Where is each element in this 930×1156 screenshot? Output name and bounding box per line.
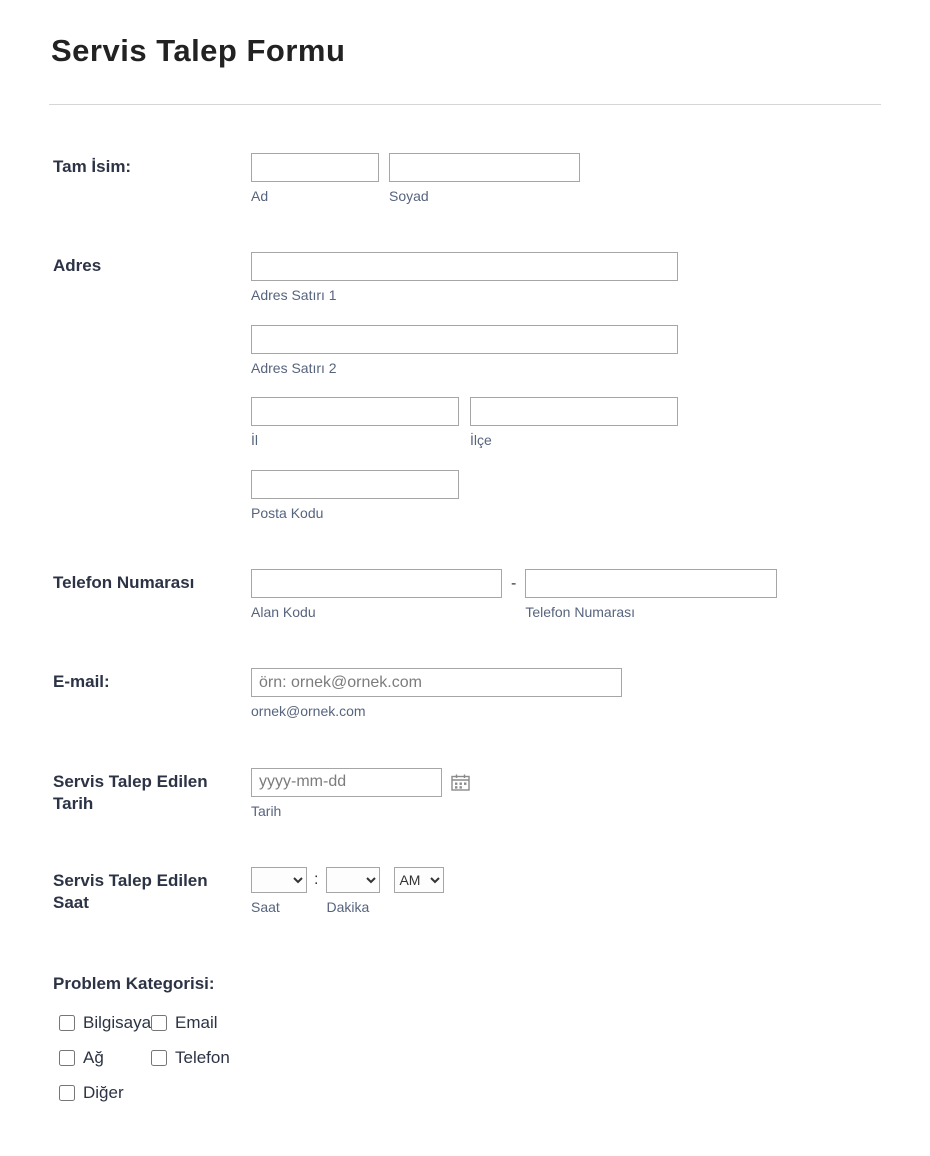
phone-number-input[interactable] xyxy=(525,569,777,598)
email-checkbox[interactable] xyxy=(151,1015,167,1031)
checkbox-option-telefon[interactable] xyxy=(151,1046,243,1070)
full-name-content xyxy=(251,153,881,204)
email-input[interactable] xyxy=(251,668,622,697)
city-sublabel: İl xyxy=(251,432,258,449)
service-time-label: Servis Talep Edilen Saat xyxy=(53,871,208,913)
checkbox-option-email[interactable] xyxy=(151,1011,243,1035)
field-problem-category xyxy=(49,974,881,1116)
problem-category-label: Problem Kategorisi: xyxy=(53,973,215,993)
area-code-input[interactable] xyxy=(251,569,502,598)
field-service-time xyxy=(49,867,881,915)
bilgisayar-label: Bilgisayar xyxy=(83,1013,157,1033)
address-content xyxy=(251,252,881,521)
district-input[interactable] xyxy=(470,397,678,426)
email-option-label: Email xyxy=(175,1013,218,1033)
service-date-content xyxy=(251,768,881,819)
minute-select[interactable] xyxy=(326,867,380,893)
telefon-checkbox[interactable] xyxy=(151,1050,167,1066)
ampm-select[interactable] xyxy=(394,867,444,893)
field-address xyxy=(49,252,881,521)
last-name-input[interactable] xyxy=(389,153,580,182)
phone-separator: - xyxy=(511,575,517,593)
hour-sublabel: Saat xyxy=(251,899,280,916)
address-line1-input[interactable] xyxy=(251,252,678,281)
checkbox-option-diger[interactable] xyxy=(59,1081,151,1105)
email-content xyxy=(251,668,881,719)
service-time-content xyxy=(251,867,881,915)
service-date-label: Servis Talep Edilen Tarih xyxy=(53,771,208,813)
email-label: E-mail: xyxy=(53,672,110,692)
first-name-input[interactable] xyxy=(251,153,379,182)
hour-select[interactable] xyxy=(251,867,307,893)
problem-options xyxy=(50,1011,330,1116)
postal-code-sublabel: Posta Kodu xyxy=(251,504,324,521)
form-title: Servis Talep Formu xyxy=(51,33,346,68)
date-input[interactable] xyxy=(251,768,442,797)
first-name-sublabel: Ad xyxy=(251,188,269,205)
postal-code-input[interactable] xyxy=(251,470,459,499)
phone-label: Telefon Numarası xyxy=(53,573,195,593)
telefon-label: Telefon xyxy=(175,1048,230,1068)
checkbox-option-bilgisayar[interactable] xyxy=(59,1011,157,1035)
calendar-icon[interactable] xyxy=(451,774,470,791)
ag-label: Ağ xyxy=(83,1048,104,1068)
field-full-name xyxy=(49,153,881,204)
phone-content xyxy=(251,569,881,620)
field-service-date xyxy=(49,768,881,819)
time-separator: : xyxy=(314,871,319,889)
address-label: Adres xyxy=(53,256,102,276)
address-line2-input[interactable] xyxy=(251,325,678,354)
date-sublabel: Tarih xyxy=(251,802,282,819)
minute-sublabel: Dakika xyxy=(326,899,370,916)
last-name-sublabel: Soyad xyxy=(389,188,429,205)
diger-checkbox[interactable] xyxy=(59,1085,75,1101)
field-phone xyxy=(49,569,881,620)
field-email xyxy=(49,668,881,719)
address-line1-sublabel: Adres Satırı 1 xyxy=(251,287,337,304)
full-name-label: Tam İsim: xyxy=(53,157,132,177)
address-line2-sublabel: Adres Satırı 2 xyxy=(251,359,337,376)
bilgisayar-checkbox[interactable] xyxy=(59,1015,75,1031)
header-divider xyxy=(49,104,881,105)
diger-label: Diğer xyxy=(83,1083,124,1103)
ag-checkbox[interactable] xyxy=(59,1050,75,1066)
city-input[interactable] xyxy=(251,397,459,426)
district-sublabel: İlçe xyxy=(470,432,492,449)
phone-number-sublabel: Telefon Numarası xyxy=(525,604,636,621)
email-sublabel: ornek@ornek.com xyxy=(251,703,366,720)
checkbox-option-ag[interactable] xyxy=(59,1046,151,1070)
area-code-sublabel: Alan Kodu xyxy=(251,604,316,621)
